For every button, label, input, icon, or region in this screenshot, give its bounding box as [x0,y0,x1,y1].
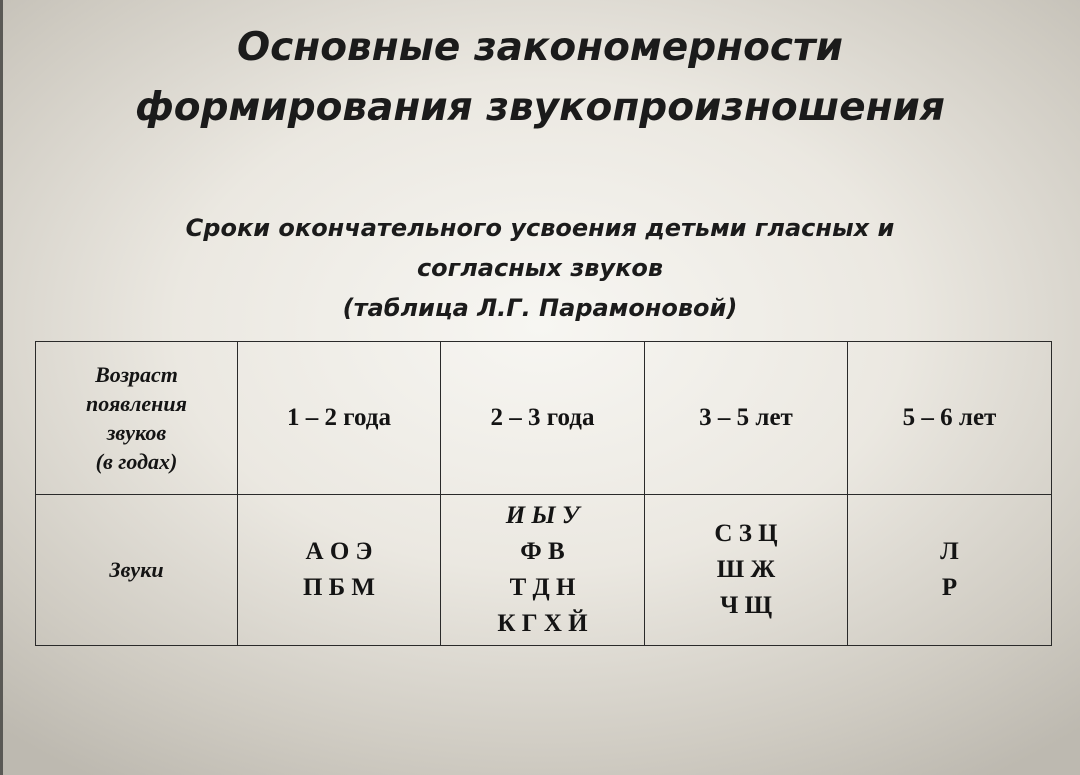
sounds-row-label: Звуки [36,495,238,646]
sounds-line: К Г Х Й [497,610,588,637]
column-header-5-6-years: 5 – 6 лет [848,342,1052,495]
sounds-cell-2-3-years [441,495,645,646]
slide-title [0,18,1080,138]
table-caption-line-2: согласных звуков [416,254,664,282]
sound-acquisition-table [35,341,1052,646]
sounds-line: И Ы У [505,502,580,529]
age-header-line-2: появления [86,391,187,416]
sounds-line: Ф В [520,538,565,565]
table-caption-line-3: (таблица Л.Г. Парамоновой) [342,294,738,322]
age-header-line-1: Возраст [95,362,178,387]
sounds-line: Л [940,538,959,565]
table-caption [40,208,1040,328]
column-header-2-3-years: 2 – 3 года [441,342,645,495]
sounds-line: Р [941,574,958,601]
sounds-line: А О Э [305,538,373,565]
sounds-line: Ш Ж [716,556,776,583]
table-header-row [36,342,1052,495]
column-header-3-5-years: 3 – 5 лет [645,342,848,495]
table-sounds-row [36,495,1052,646]
table-caption-line-1: Сроки окончательного усвоения детьми гласных и [185,214,895,242]
slide-title-line-1: Основные закономерности [237,25,843,70]
slide-title-line-2: формирования звукопроизношения [135,85,945,130]
sounds-cell-5-6-years [848,495,1052,646]
age-header-line-3: звуков [106,420,167,445]
column-header-1-2-years: 1 – 2 года [238,342,441,495]
sounds-cell-1-2-years [238,495,441,646]
sounds-line: Т Д Н [509,574,576,601]
age-header-line-4: (в годах) [95,449,178,474]
sounds-line: С З Ц [714,520,778,547]
sounds-line: Ч Щ [719,592,773,619]
sounds-cell-3-5-years [645,495,848,646]
age-header-cell [36,342,238,495]
sounds-line: П Б М [302,574,376,601]
